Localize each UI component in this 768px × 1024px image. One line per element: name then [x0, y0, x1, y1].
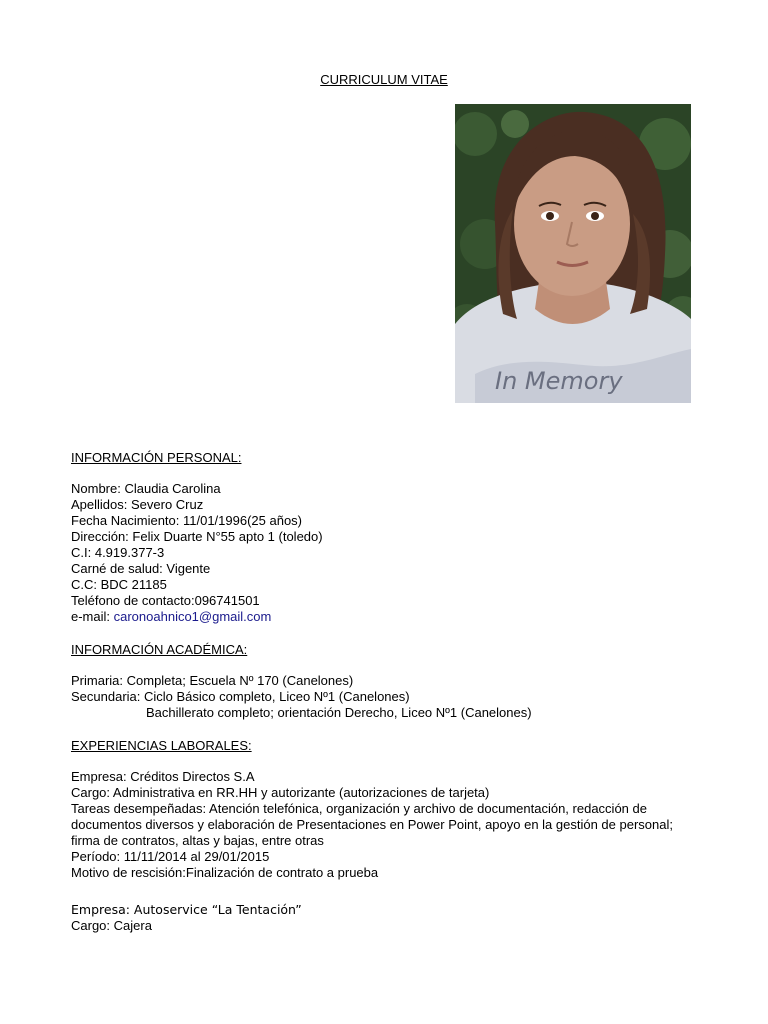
job1-termination-reason: Motivo de rescisión:Finalización de contrato a prueba: [71, 865, 379, 880]
personal-address: Dirección: Felix Duarte N°55 apto 1 (toledo): [71, 529, 323, 544]
email-link[interactable]: caronoahnico1@gmail.com: [113, 609, 272, 624]
work-job1-block: [71, 769, 701, 881]
personal-surnames: Apellidos: Severo Cruz: [71, 497, 204, 512]
academic-primary: Primaria: Completa; Escuela Nº 170 (Canelones): [71, 673, 354, 688]
personal-info-block: [71, 481, 701, 625]
academic-info-block: [71, 673, 701, 721]
job1-tasks: Tareas desempeñadas: Atención telefónica, organización y archivo de documentación, redacción de documentos diversos y elaboración de Presentaciones en Power Point, apoyo en la gestión de personal; firma de contratos, altas y bajas, entre otras: [71, 801, 673, 848]
personal-cc: C.C: BDC 21185: [71, 577, 167, 592]
job2-company: Empresa: Autoservice “La Tentación”: [71, 902, 302, 917]
personal-birthdate: Fecha Nacimiento: 11/01/1996(25 años): [71, 513, 303, 528]
personal-email: [71, 609, 701, 625]
personal-ci: C.I: 4.919.377-3: [71, 545, 165, 560]
job1-period: Período: 11/11/2014 al 29/01/2015: [71, 849, 270, 864]
academic-info-heading: INFORMACIÓN ACADÉMICA:: [71, 642, 248, 657]
personal-info-heading: INFORMACIÓN PERSONAL:: [71, 450, 242, 465]
job2-position: Cargo: Cajera: [71, 918, 152, 933]
svg-text:In Memory: In Memory: [495, 367, 623, 395]
academic-bachillerato: Bachillerato completo; orientación Derecho, Liceo Nº1 (Canelones): [146, 705, 532, 720]
profile-photo: [455, 104, 691, 403]
email-label: e-mail:: [71, 609, 114, 624]
work-job2-block: [71, 902, 701, 934]
personal-health-card: Carné de salud: Vigente: [71, 561, 211, 576]
academic-secondary: Secundaria: Ciclo Básico completo, Liceo Nº1 (Canelones): [71, 689, 410, 704]
page-title: CURRICULUM VITAE: [320, 72, 448, 87]
job1-position: Cargo: Administrativa en RR.HH y autorizante (autorizaciones de tarjeta): [71, 785, 490, 800]
personal-name: Nombre: Claudia Carolina: [71, 481, 221, 496]
work-experience-heading: EXPERIENCIAS LABORALES:: [71, 738, 252, 753]
job1-company: Empresa: Créditos Directos S.A: [71, 769, 255, 784]
personal-phone: Teléfono de contacto:096741501: [71, 593, 260, 608]
